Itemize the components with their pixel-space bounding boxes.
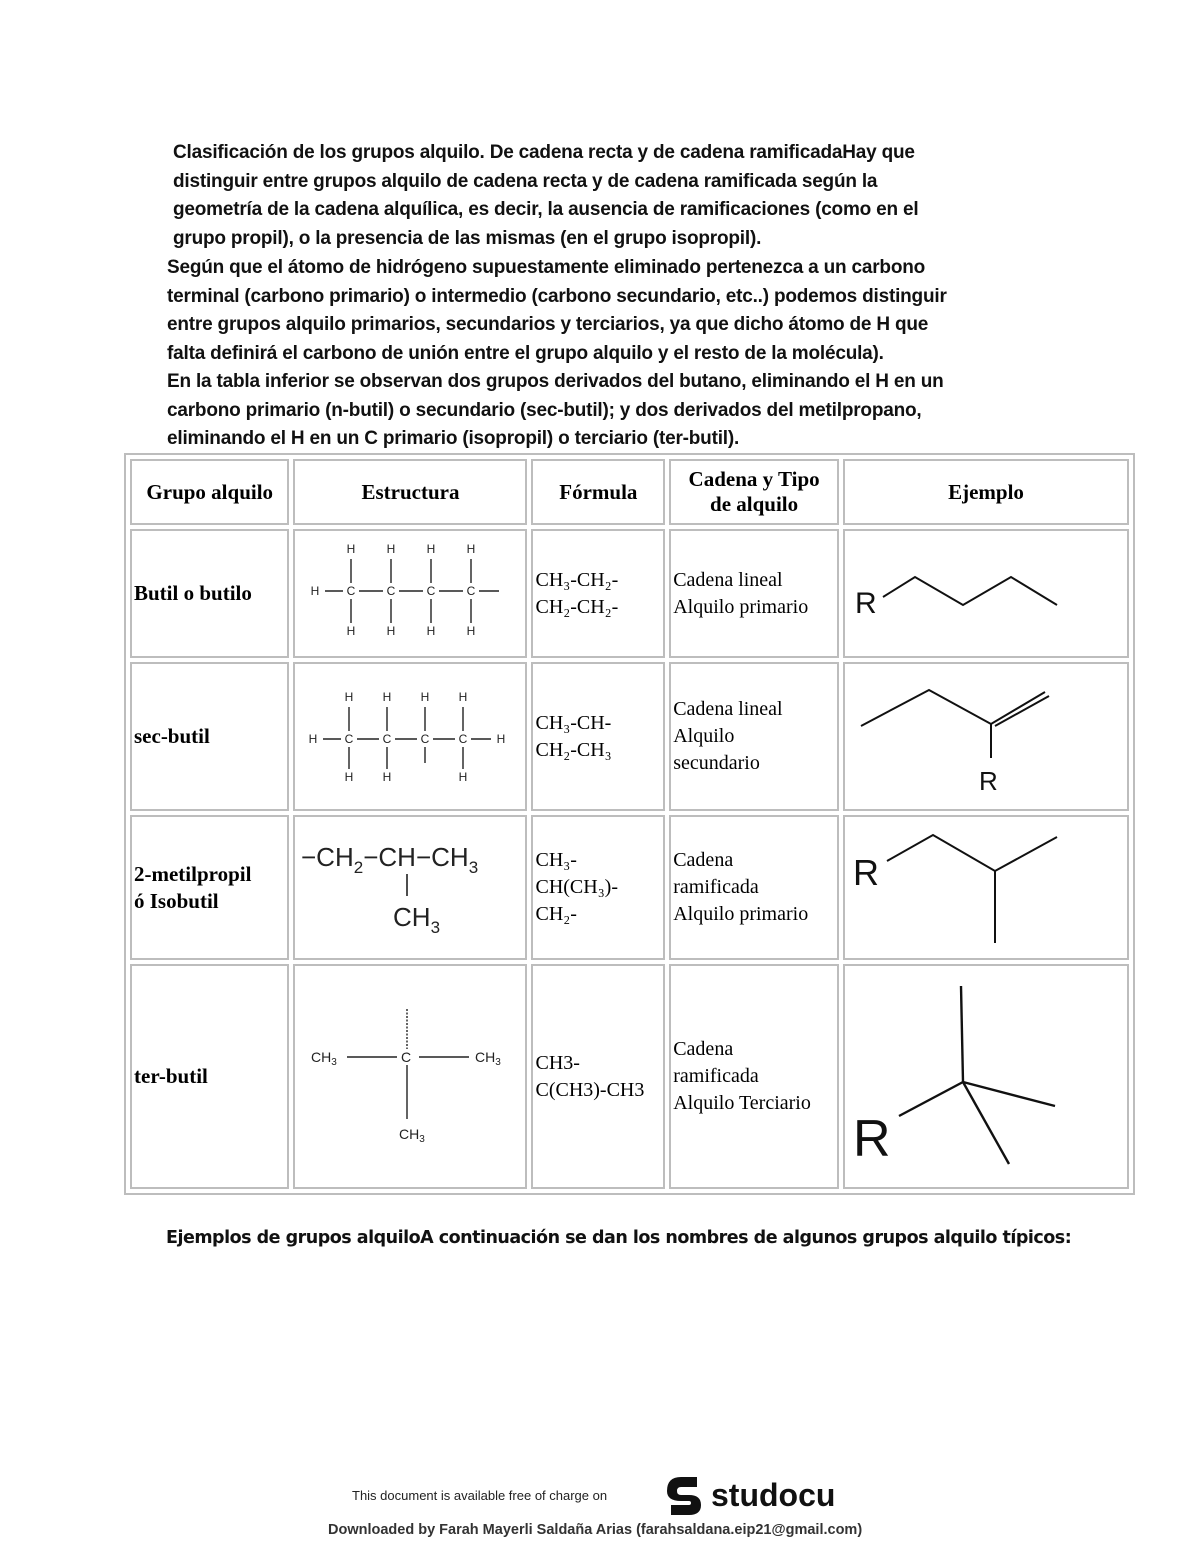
footer-downloaded-text: Downloaded by Farah Mayerli Saldaña Arias (farahsaldana.eip21@gmail.com) [328,1522,863,1538]
text-line: grupo propil), o la presencia de las mismas (en el grupo isopropil). [173,227,762,249]
sec-butil-skeletal-formula [845,664,1127,804]
formula-line: CH₃-CH₂- [535,568,619,591]
text-line: geometría de la cadena alquílica, es decir, la ausencia de ramificaciones (como en el [173,199,919,221]
header-structure: Estructura [293,459,527,525]
name-line: sec-butil [134,724,210,748]
example-sec-butil [843,662,1129,811]
formula-line: CH3- [535,1051,580,1074]
butil-structural-formula [295,531,525,651]
text-line: distinguir entre grupos alquilo de cadena recta y de cadena ramificada según la [173,170,878,192]
atom-label: H [427,542,436,556]
group-name [130,662,289,811]
studocu-logo[interactable] [663,1471,853,1519]
formula-cell [531,815,665,960]
text-line: En la tabla inferior se observan dos grupos derivados del butano, eliminando el H en un [167,371,944,392]
atom-label: C [347,584,356,598]
atom-label: H [383,690,392,704]
text-line: terminal (carbono primario) o intermedio (carbono secundario, etc..) podemos distinguir [167,285,947,307]
table-header-row [130,459,1129,525]
formula-line: CH₃-CH- [535,711,612,734]
name-line: 2-metilpropil [134,861,252,886]
methyl-label: $CH_3$ [475,1049,502,1068]
atom-label: H [347,624,356,638]
atom-label: H [345,770,354,784]
header-chain-type [669,459,839,525]
atom-label: H [459,770,468,784]
bottom-text: Ejemplos de grupos alquiloA continuación se dan los nombres de algunos grupos alquilo típicos: [166,1228,1072,1248]
r-group-label: R [852,852,879,893]
table-row [130,964,1129,1189]
type-line: Alquilo Terciario [673,1092,811,1114]
footer-available-text: This document is available free of charge on [352,1488,608,1503]
atom-label: C [427,584,436,598]
atom-label: H [345,690,354,704]
table-row [130,529,1129,658]
atom-label: C [467,584,476,598]
atom-label: C [345,732,354,746]
isobutil-skeletal-formula [845,817,1127,953]
formula-line: C(CH3)-CH3 [535,1078,645,1101]
name-line: ter-butil [134,1064,208,1088]
type-line: Cadena [673,849,734,871]
formula-line: CH₃- [535,849,577,871]
atom-label: H [467,624,476,638]
example-butil [843,529,1129,658]
atom-label: H [311,584,320,598]
atom-label: C [387,584,396,598]
formula-line: CH(CH₃)- [535,876,619,898]
formula-line: CH₂-CH₃ [535,738,612,761]
intro-paragraph-3 [167,368,1029,454]
formula-main-text: $-CH_2-CH-CH_3$ [301,842,479,877]
group-name [130,964,289,1189]
text-line: entre grupos alquilo primarios, secundarios y terciarios, ya que dicho átomo de H que [167,314,929,336]
type-line: ramificada [673,1065,759,1087]
structure-ter-butil [293,964,527,1189]
formula-cell [531,964,665,1189]
header-group: Grupo alquilo [130,459,289,525]
sec-butil-structural-formula [295,669,525,799]
text-line: Según que el átomo de hidrógeno supuestamente eliminado pertenezca a un carbono [167,257,926,278]
text-line: falta definirá el carbono de unión entre el grupo alquilo y el resto de la molécula). [167,342,884,364]
header-chain-line: de alquilo [710,492,799,516]
type-line: Cadena lineal [673,698,783,720]
r-group-label: R [854,587,877,620]
formula-cell [531,529,665,658]
table-row [130,815,1129,960]
structure-butil [293,529,527,658]
group-name [130,815,289,960]
atom-label: H [387,542,396,556]
text-line: carbono primario (n-butil) o secundario (sec-butil); y dos derivados del metilpropano, [167,399,922,421]
text-line: eliminando el H en un C primario (isopropil) o terciario (ter-butil). [167,428,740,450]
header-chain-line: Cadena y Tipo [688,467,820,491]
atom-label: H [427,624,436,638]
chain-type-cell [669,529,839,658]
butil-skeletal-formula [845,531,1127,651]
studocu-logo-icon [667,1477,701,1515]
type-line: Cadena lineal [673,568,783,591]
type-line: Alquilo primario [673,595,809,618]
atom-label: C [401,1049,412,1065]
isobutil-condensed-formula [295,820,525,950]
atom-label: H [421,690,430,704]
chain-type-cell [669,662,839,811]
formula-line: CH₂-CH₂- [535,595,619,618]
intro-paragraph-1 [173,139,1029,253]
type-line: secundario [673,752,760,774]
group-name [130,529,289,658]
atom-label: C [459,732,468,746]
atom-label: H [309,732,318,746]
structure-isobutil [293,815,527,960]
table-row [130,662,1129,811]
atom-label: H [347,542,356,556]
alkyl-groups-table [124,453,1135,1195]
formula-cell [531,662,665,811]
atom-label: C [383,732,392,746]
header-example: Ejemplo [843,459,1129,525]
example-ter-butil [843,964,1129,1189]
ter-butil-structural-formula [295,969,525,1179]
atom-label: H [497,732,506,746]
methyl-label: $CH_3$ [311,1049,338,1068]
type-line: Alquilo [673,725,735,747]
formula-line: CH₂- [535,903,577,925]
name-line: ó Isobutil [134,888,219,913]
atom-label: H [467,542,476,556]
atom-label: C [421,732,430,746]
ter-butil-skeletal-formula [845,966,1127,1182]
header-formula: Fórmula [531,459,665,525]
formula-branch-text: $CH_3$ [393,902,441,937]
chain-type-cell [669,964,839,1189]
atom-label: H [387,624,396,638]
type-line: ramificada [673,876,759,898]
studocu-brand: studocu [711,1477,836,1513]
type-line: Alquilo primario [673,903,809,925]
text-line: Clasificación de los grupos alquilo. De cadena recta y de cadena ramificadaHay que [173,142,915,163]
atom-label: H [383,770,392,784]
intro-paragraph-2 [167,254,1029,368]
structure-sec-butil [293,662,527,811]
r-group-label: R [852,1110,891,1168]
chain-type-cell [669,815,839,960]
methyl-label: $CH_3$ [399,1126,426,1145]
r-group-label: R [978,766,998,796]
type-line: Cadena [673,1038,734,1060]
example-isobutil [843,815,1129,960]
name-line: Butil o butilo [134,581,252,605]
atom-label: H [459,690,468,704]
